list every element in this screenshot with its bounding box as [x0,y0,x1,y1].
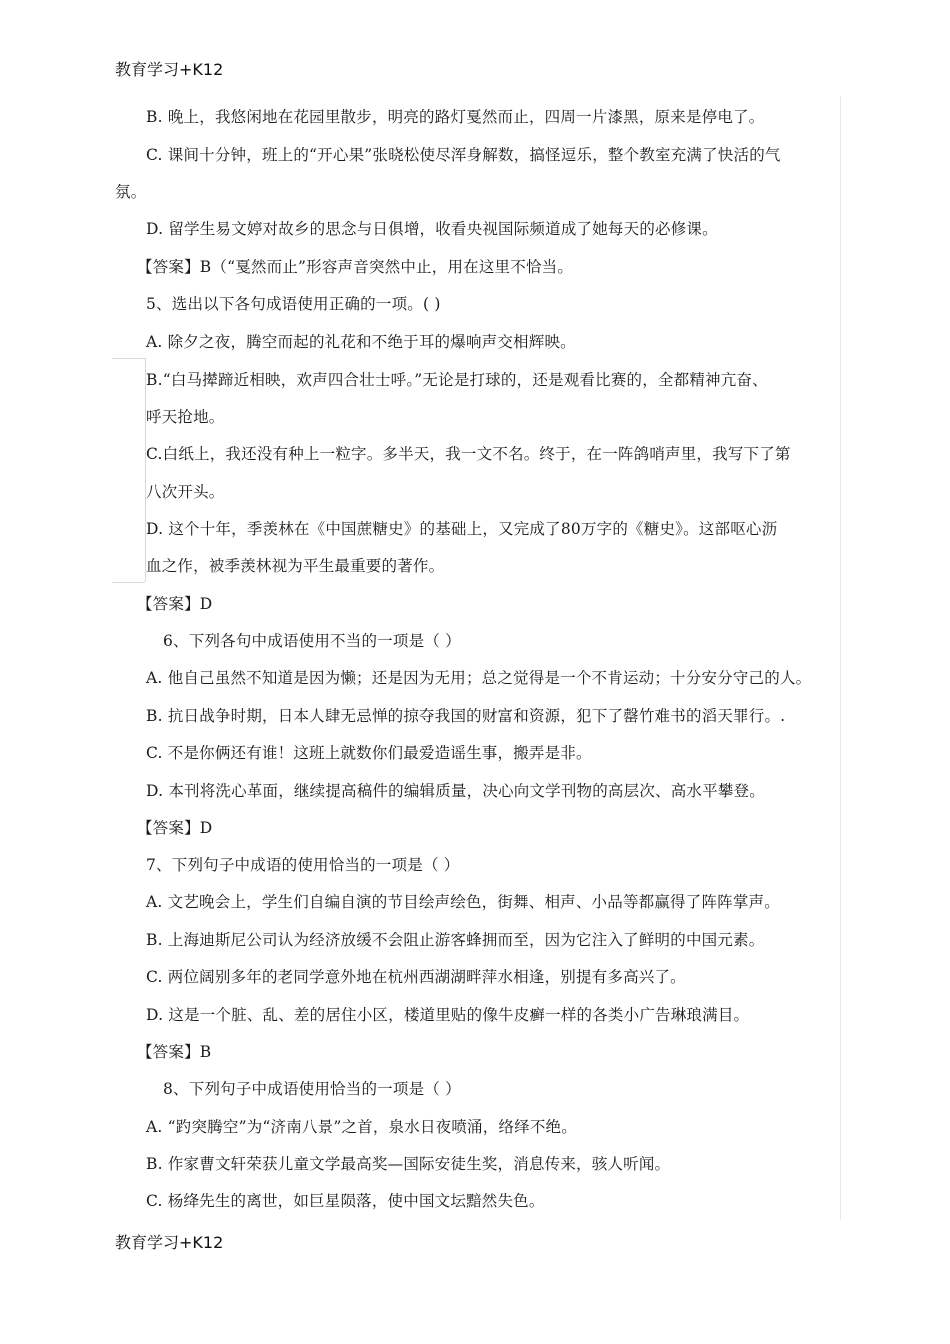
line-q5-option-a: A. 除夕之夜，腾空而起的礼花和不绝于耳的爆响声交相辉映。 [146,333,576,351]
line-q6-option-d: D. 本刊将洗心革面，继续提高稿件的编辑质量，决心向文学刊物的高层次、高水平攀登。 [146,782,765,800]
line-q8-title: 8、下列句子中成语使用恰当的一项是（ ） [163,1080,461,1098]
page-header: 教育学习+K12 [115,60,224,79]
line-q5-option-d: D. 这个十年，季羡林在《中国蔗糖史》的基础上，又完成了80万字的《糖史》。这部呕心沥 [146,520,778,538]
line-q4-option-b: B. 晚上，我悠闲地在花园里散步，明亮的路灯戛然而止，四周一片漆黑，原来是停电了。 [146,108,765,126]
line-q4-option-c-cont: 氛。 [115,183,147,201]
line-q6-option-c: C. 不是你俩还有谁！这班上就数你们最爱造谣生事，搬弄是非。 [146,744,592,762]
right-margin-rule [840,96,841,1220]
text-frame-left [145,358,146,582]
line-q8-option-c: C. 杨绛先生的离世，如巨星陨落，使中国文坛黯然失色。 [146,1192,545,1210]
line-q5-title: 5、选出以下各句成语使用正确的一项。( ) [146,295,441,313]
line-q7-option-b: B. 上海迪斯尼公司认为经济放缓不会阻止游客蜂拥而至，因为它注入了鲜明的中国元素。 [146,931,765,949]
line-q7-title: 7、下列句子中成语的使用恰当的一项是（ ） [146,856,460,874]
line-q8-option-b: B. 作家曹文轩荣获儿童文学最高奖—国际安徒生奖，消息传来，骇人听闻。 [146,1155,671,1173]
line-q5-answer: 【答案】D [137,595,213,613]
line-q4-answer: 【答案】B（“戛然而止”形容声音突然中止，用在这里不恰当。 [137,258,574,276]
text-frame-top [112,358,145,359]
line-q6-option-a: A. 他自己虽然不知道是因为懒；还是因为无用；总之觉得是一个不肯运动；十分安分守己的人。 [146,669,812,687]
line-q5-option-c-cont: 八次开头。 [146,483,225,501]
line-q6-option-b: B. 抗日战争时期，日本人肆无忌惮的掠夺我国的财富和资源，犯下了罄竹难书的滔天罪行。. [146,707,786,725]
line-q6-answer: 【答案】D [137,819,213,837]
line-q8-option-a: A. “趵突腾空”为“济南八景”之首，泉水日夜喷涌，络绎不绝。 [146,1118,577,1136]
line-q5-option-b-cont: 呼天抢地。 [146,408,225,426]
line-q7-option-a: A. 文艺晚会上，学生们自编自演的节目绘声绘色，街舞、相声、小品等都赢得了阵阵掌声。 [146,893,780,911]
text-frame-bottom [112,582,145,583]
line-q6-title: 6、下列各句中成语使用不当的一项是（ ） [163,632,461,650]
line-q5-option-b: B.“白马撵蹄近相映，欢声四合壮士呼。”无论是打球的，还是观看比赛的，全都精神亢奋、 [146,371,768,389]
line-q4-option-d: D. 留学生易文婷对故乡的思念与日俱增，收看央视国际频道成了她每天的必修课。 [146,220,718,238]
line-q7-answer: 【答案】B [137,1043,212,1061]
line-q4-option-c: C. 课间十分钟，班上的“开心果”张晓松使尽浑身解数，搞怪逗乐，整个教室充满了快活的气 [146,146,781,164]
line-q5-option-c: C.白纸上，我还没有种上一粒字。多半天，我一文不名。终于，在一阵鸽哨声里，我写下了第 [146,445,791,463]
line-q7-option-d: D. 这是一个脏、乱、差的居住小区，楼道里贴的像牛皮癣一样的各类小广告琳琅满目。 [146,1006,750,1024]
line-q5-option-d-cont: 血之作，被季羡林视为平生最重要的著作。 [146,557,445,575]
page-footer: 教育学习+K12 [115,1233,224,1252]
line-q7-option-c: C. 两位阔别多年的老同学意外地在杭州西湖湖畔萍水相逢，别提有多高兴了。 [146,968,686,986]
